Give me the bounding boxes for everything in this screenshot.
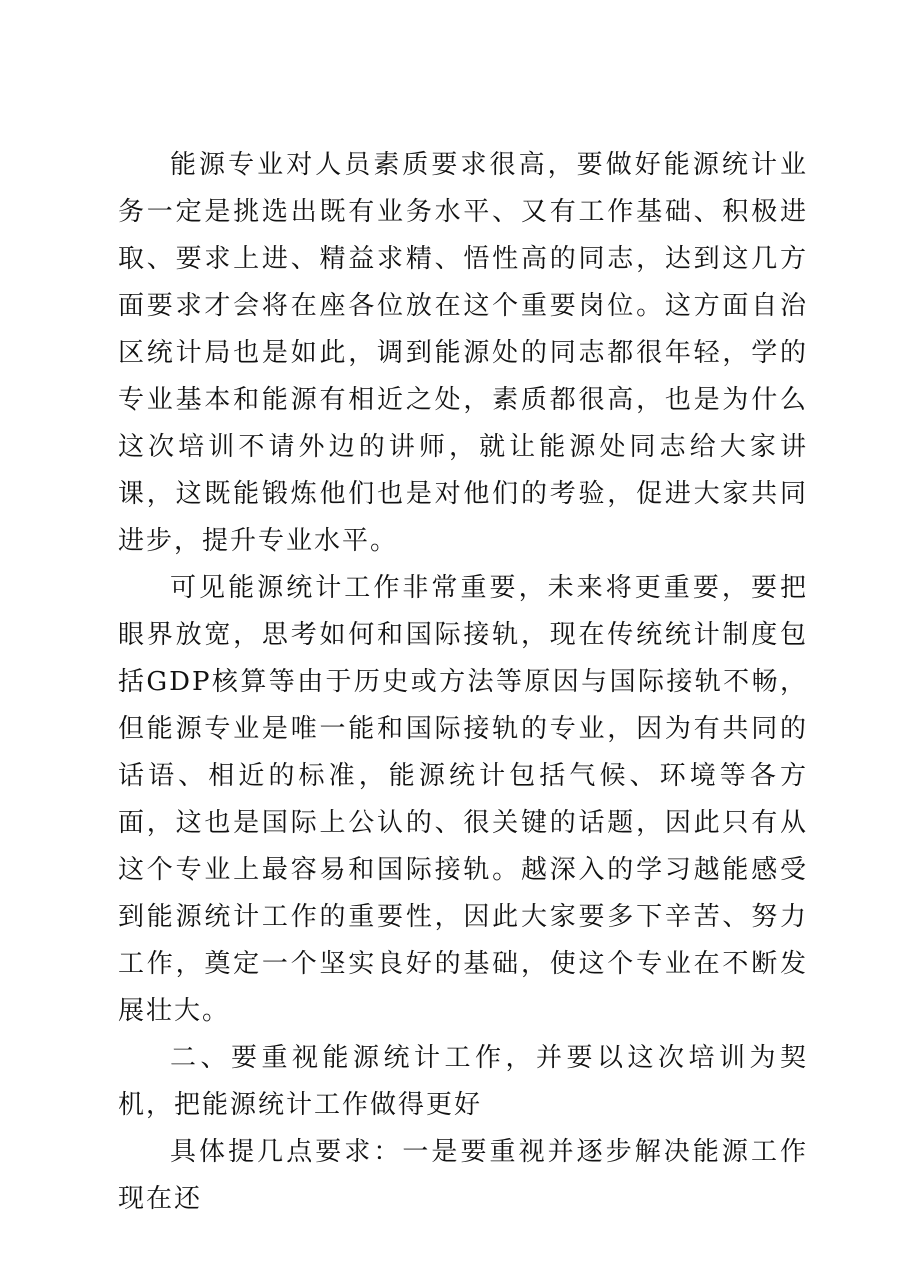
paragraph-requirements: 具体提几点要求：一是要重视并逐步解决能源工作现在还 — [118, 1137, 808, 1214]
document-body — [118, 142, 808, 1223]
paragraph-international: 可见能源统计工作非常重要，未来将更重要，要把眼界放宽，思考如何和国际接轨，现在传统统计制度包括GDP核算等由于历史或方法等原因与国际接轨不畅，但能源专业是唯一能和国际接轨的专业，因为有共同的话语、相近的标准，能源统计包括气候、环境等各方面，这也是国际上公认的、很关键的话题，因此只有从这个专业上最容易和国际接轨。越深入的学习越能感受到能源统计工作的重要性，因此大家要多下辛苦、努力工作，奠定一个坚实良好的基础，使这个专业在不断发展壮大。 — [118, 573, 808, 1026]
paragraph-qualification: 能源专业对人员素质要求很高，要做好能源统计业务一定是挑选出既有业务水平、又有工作基础、积极进取、要求上进、精益求精、悟性高的同志，达到这几方面要求才会将在座各位放在这个重要岗位。这方面自治区统计局也是如此，调到能源处的同志都很年轻，学的专业基本和能源有相近之处，素质都很高，也是为什么这次培训不请外边的讲师，就让能源处同志给大家讲课，这既能锻炼他们也是对他们的考验，促进大家共同进步，提升专业水平。 — [118, 150, 808, 556]
section-heading-two: 二、要重视能源统计工作，并要以这次培训为契机，把能源统计工作做得更好 — [118, 1043, 808, 1120]
